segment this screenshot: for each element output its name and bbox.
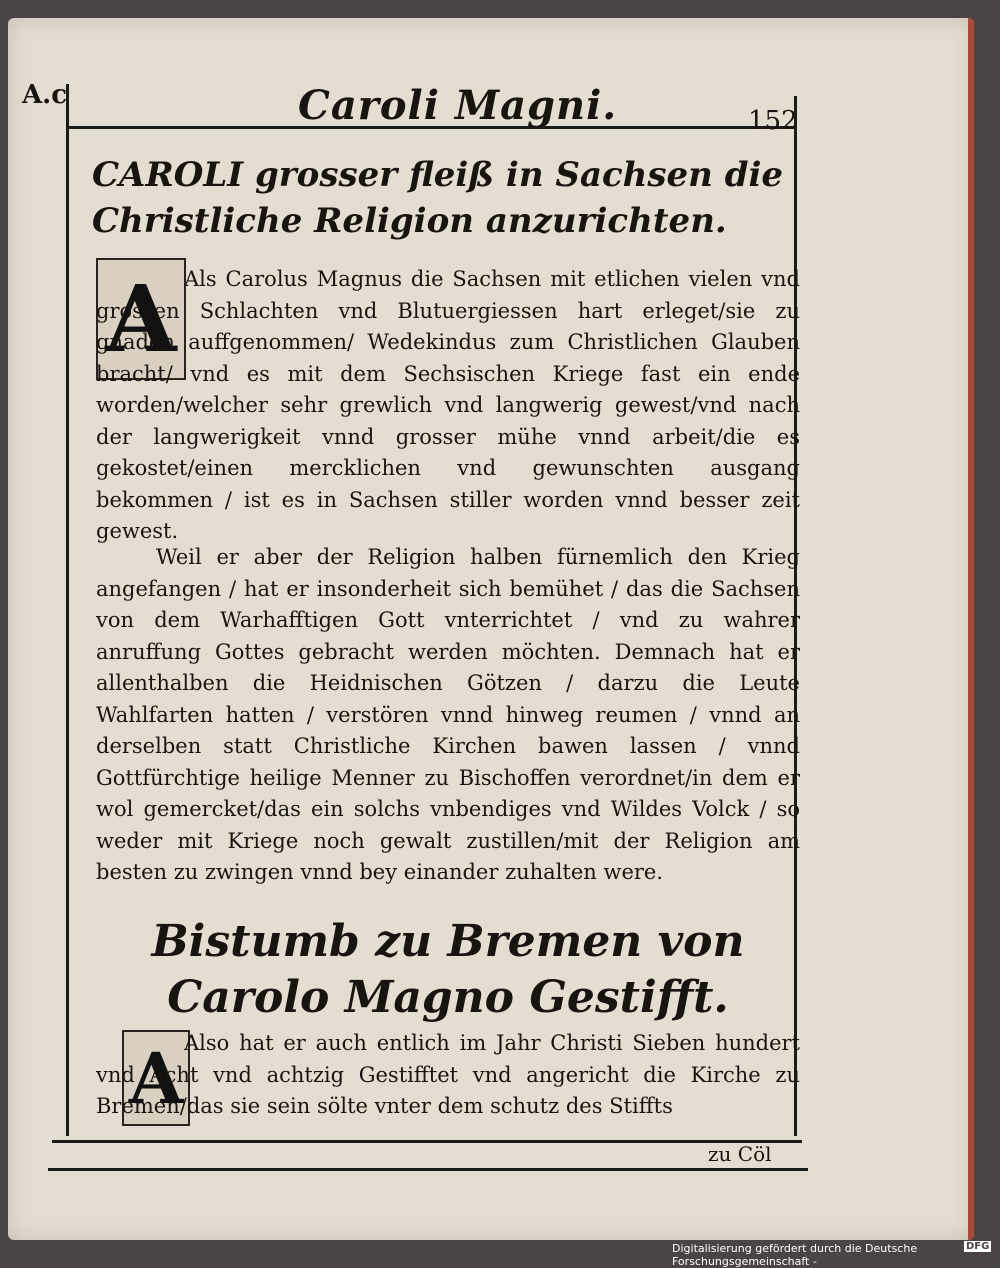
- footer-rule: [48, 1168, 808, 1171]
- catchword: zu Cöl: [708, 1142, 772, 1166]
- paragraph: Als Carolus Magnus die Sachsen mit etlichen vielen vnd grossen Schlachten vnd Blutuergiessen hart erleget/sie zu gnaden auffgenommen/ Wedekindus zum Christlichen Glauben bracht/ vnd es mit dem Sechsischen Kriege fast ein ende worden/welcher sehr grewlich vnd langwerig gewest/vnd nach der langwerigkeit vnnd grosser mühe vnnd arbeit/die es gekostet/einen mercklichen vnd gewunschten ausgang bekommen / ist es in Sachsen stiller worden vnnd besser zeit gewest.: [96, 267, 800, 543]
- signature-mark: A.c: [22, 80, 68, 110]
- book-page: [8, 18, 974, 1240]
- section-heading: Bistumb zu Bremen von Carolo Magno Gestifft.: [151, 916, 745, 1023]
- left-rule: [66, 84, 69, 1136]
- decorated-initial: A: [96, 258, 186, 380]
- page-edge: [968, 18, 974, 1240]
- section-heading: CAROLI grosser fleiß in Sachsen die Christliche Religion anzurichten.: [92, 155, 784, 241]
- bottom-rule: [52, 1140, 802, 1143]
- paragraph: Also hat er auch entlich im Jahr Christi Sieben hundert vnd Acht vnd achtzig Gestifftet vnd angericht die Kirche zu Bremen/das sie sein sölte vnter dem schutz des Stiffts: [96, 1031, 800, 1118]
- running-head: Caroli Magni.: [298, 82, 618, 129]
- decorated-initial: A: [122, 1030, 190, 1126]
- paragraph: Weil er aber der Religion halben fürnemlich den Krieg angefangen / hat er insonderheit sich bemühet / das die Sachsen von dem Warhafftigen Gott vnterrichtet / vnd zu wahrer anruffung Gottes gebracht werden möchten. Demnach hat er allenthalben die Heidnischen Götzen / darzu die Leute Wahlfarten hatten / verstören vnnd hinweg reumen / vnnd an derselben statt Christliche Kirchen bawen lassen / vnnd Gottfürchtige heilige Menner zu Bischoffen verordnet/in dem er wol gemercket/das ein solchs vnbendiges vnd Wildes Volck / so weder mit Kriege noch gewalt zustillen/mit der Religion am besten zu zwingen vnnd bey einander zuhalten were.: [96, 545, 800, 884]
- page-number: 152: [748, 106, 798, 136]
- digitization-credit: Digitalisierung gefördert durch die Deutsche Forschungsgemeinschaft -: [672, 1242, 918, 1268]
- dfg-logo: DFG: [966, 1241, 990, 1252]
